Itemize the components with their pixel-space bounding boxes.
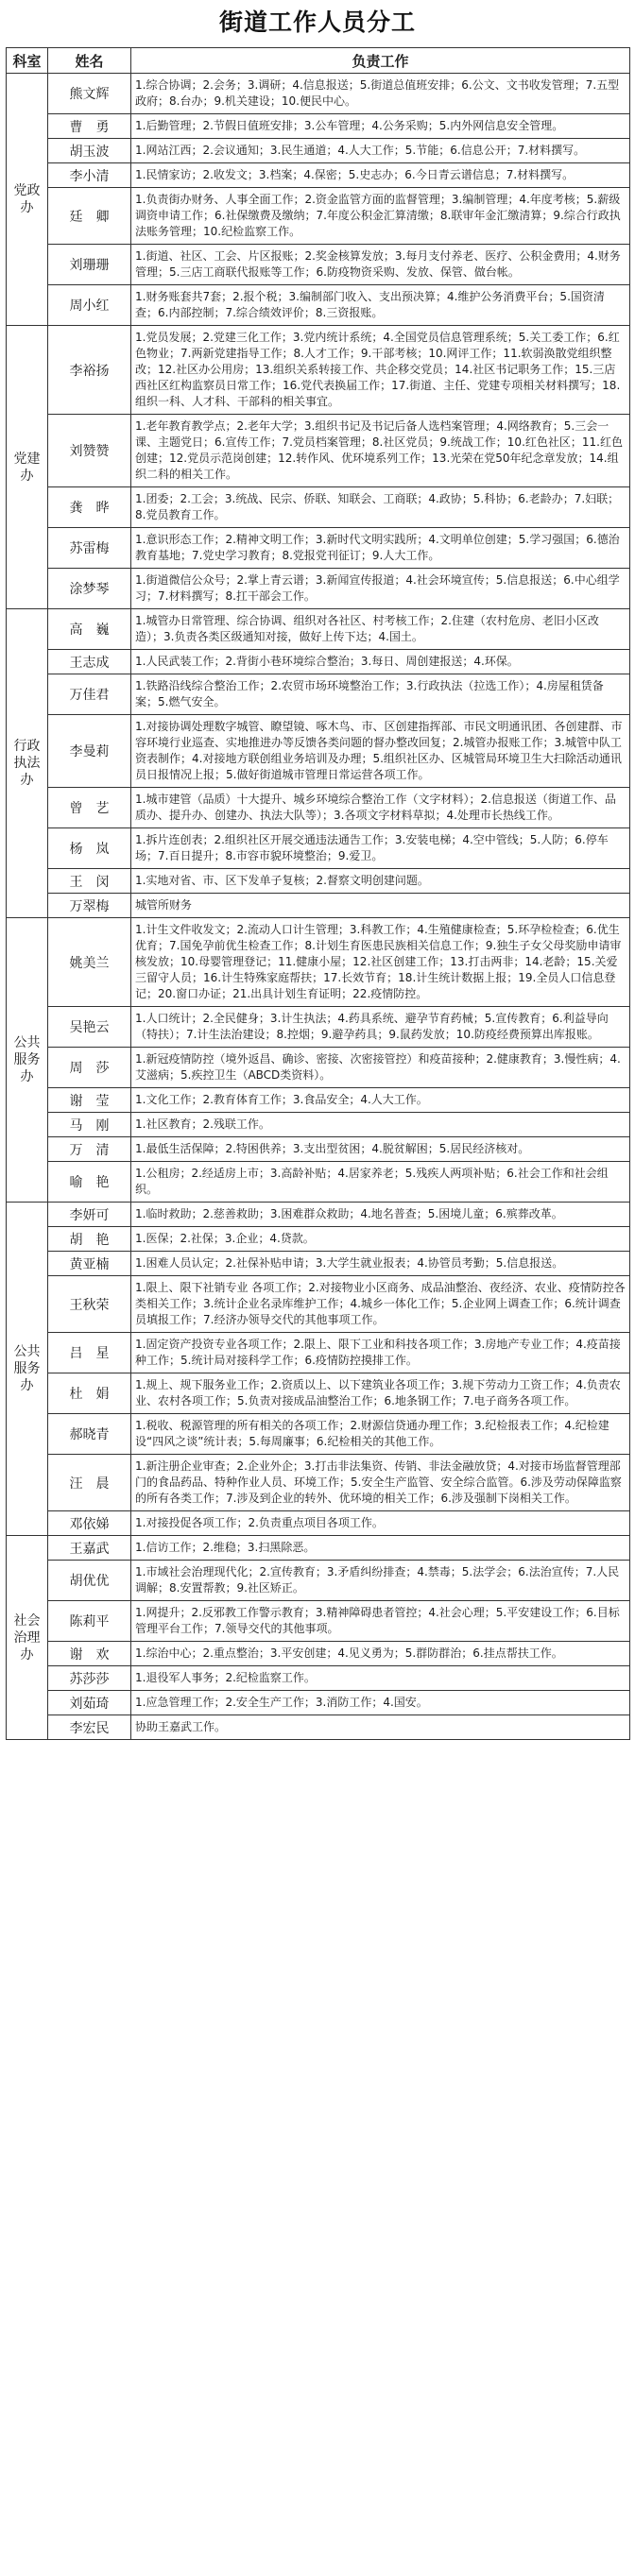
table-row — [7, 1007, 630, 1048]
staff-name: 杨 岚 — [48, 828, 131, 869]
header-name: 姓名 — [48, 48, 131, 74]
duty-description: 1.人民武装工作；2.背街小巷环境综合整治；3.每日、周创建报送；4.环保。 — [131, 650, 630, 674]
staff-name: 周 莎 — [48, 1048, 131, 1088]
duty-description: 1.信访工作；2.维稳；3.扫黑除恶。 — [131, 1536, 630, 1561]
table-row — [7, 1601, 630, 1642]
table-row — [7, 788, 630, 828]
duty-description: 1.综治中心；2.重点整治；3.平安创建；4.见义勇为；5.群防群治；6.挂点帮扶工作。 — [131, 1642, 630, 1666]
duty-description: 1.新冠疫情防控（境外返昌、确诊、密接、次密接管控）和疫苗接种；2.健康教育；3.慢性病；4.艾滋病；5.疾控卫生（ABCD类资料）。 — [131, 1048, 630, 1088]
staff-name: 苏雷梅 — [48, 528, 131, 569]
table-row — [7, 828, 630, 869]
staff-name: 胡优优 — [48, 1561, 131, 1601]
table-row — [7, 415, 630, 487]
table-row — [7, 1414, 630, 1455]
duty-description: 1.社区教育；2.残联工作。 — [131, 1113, 630, 1137]
staff-name: 胡玉波 — [48, 139, 131, 163]
staff-name: 龚 晔 — [48, 487, 131, 528]
table-row — [7, 285, 630, 326]
table-row — [7, 1276, 630, 1333]
header-duty: 负责工作 — [131, 48, 630, 74]
staff-name: 谢 欢 — [48, 1642, 131, 1666]
staff-name: 周小红 — [48, 285, 131, 326]
staff-name: 汪 晨 — [48, 1455, 131, 1511]
table-row — [7, 245, 630, 285]
duty-description: 1.公租房；2.经适房上市；3.高龄补贴；4.居家养老；5.残疾人两项补贴；6.社会工作和社会组织。 — [131, 1162, 630, 1203]
table-row — [7, 1715, 630, 1740]
table-row — [7, 163, 630, 188]
duty-description: 1.负责街办财务、人事全面工作；2.资金监管方面的监督管理；3.编制管理；4.年度考核；5.薪级调资申请工作；6.社保缴费及缴纳；7.年度公积金汇算清缴；8.联审年金汇缴清算；9.综合行政执法账务管理；10.纪检监察工作。 — [131, 188, 630, 245]
staff-name: 苏莎莎 — [48, 1666, 131, 1691]
staff-name: 谢 莹 — [48, 1088, 131, 1113]
table-row — [7, 1511, 630, 1536]
table-row — [7, 1373, 630, 1414]
duty-description: 1.最低生活保障；2.特困供养；3.支出型贫困；4.脱贫解困；5.居民经济核对。 — [131, 1137, 630, 1162]
duty-description: 1.对接投促各项工作；2.负责重点项目各项工作。 — [131, 1511, 630, 1536]
table-row — [7, 1536, 630, 1561]
staff-name: 李妍可 — [48, 1203, 131, 1227]
duty-description: 1.税收、税源管理的所有相关的各项工作；2.财源信贷通办理工作；3.纪检报表工作；4.纪检建设“四风之谈”统计表；5.每周廉事；6.纪检相关的其他工作。 — [131, 1414, 630, 1455]
table-row — [7, 74, 630, 114]
table-body — [7, 74, 630, 1740]
duty-description: 1.综合协调；2.会务；3.调研；4.信息报送；5.街道总值班安排；6.公文、文书收发管理；7.五型政府；8.台办；9.机关建设；10.便民中心。 — [131, 74, 630, 114]
staff-name: 曾 艺 — [48, 788, 131, 828]
duty-description: 1.新注册企业审查；2.企业外企；3.打击非法集资、传销、非法金融放贷；4.对接市场监督管理部门的食品药品、特种作业人员、环境工作；5.安全生产监管、安全综合监管。6.涉及劳动保障监察的所有各类工作；7.涉及到企业的转外、优环境的相关工作；6.涉及强制下岗相关工作。 — [131, 1455, 630, 1511]
table-row — [7, 674, 630, 715]
table-row — [7, 1455, 630, 1511]
header-dept: 科室 — [7, 48, 48, 74]
table-row — [7, 569, 630, 609]
duty-description: 1.铁路沿线综合整治工作；2.农贸市场环境整治工作；3.行政执法（拉选工作）；4.房屋租赁备案；5.燃气安全。 — [131, 674, 630, 715]
department-cell: 社会治理办 — [7, 1536, 48, 1740]
table-row — [7, 1691, 630, 1715]
staff-name: 吴艳云 — [48, 1007, 131, 1048]
duty-description: 1.限上、限下社销专业 各项工作；2.对接物业小区商务、成品油整治、夜经济、农业、疫情防控各类相关工作；3.统计企业名录库维护工作；4.城乡一体化工作；5.企业网上调查工作；6.统计调查员填报工作；7.经济办领导交代的其他事项工作。 — [131, 1276, 630, 1333]
staff-name: 王秋荣 — [48, 1276, 131, 1333]
duty-description: 1.规上、规下服务业工作；2.资质以上、以下建筑业各项工作；3.规下劳动力工资工作；4.负责农业、农村各项工作；5.负责对接成品油整治工作；6.地条钢工作；7.电子商务各项工作。 — [131, 1373, 630, 1414]
table-row — [7, 139, 630, 163]
staff-name: 郝晓青 — [48, 1414, 131, 1455]
staff-name: 刘茹琦 — [48, 1691, 131, 1715]
staff-name: 黄亚楠 — [48, 1252, 131, 1276]
staff-name: 曹 勇 — [48, 114, 131, 139]
staff-name: 刘珊珊 — [48, 245, 131, 285]
staff-name: 王 闵 — [48, 869, 131, 894]
table-header-row — [7, 48, 630, 74]
staff-name: 李裕扬 — [48, 326, 131, 415]
staff-name: 万 清 — [48, 1137, 131, 1162]
staff-name: 刘赞赞 — [48, 415, 131, 487]
table-row — [7, 1162, 630, 1203]
table-row — [7, 114, 630, 139]
duty-description: 1.财务账套共7套；2.报个税；3.编制部门收入、支出预决算；4.维护公务消费平台；5.国资清查；6.内部控制；7.综合绩效评价；8.三资报账。 — [131, 285, 630, 326]
department-cell: 党政办 — [7, 74, 48, 326]
staff-name: 陈莉平 — [48, 1601, 131, 1642]
table-row — [7, 1666, 630, 1691]
staff-name: 姚美兰 — [48, 918, 131, 1007]
table-row — [7, 487, 630, 528]
duty-description: 1.网站江西；2.会议通知；3.民生通道；4.人大工作；5.节能；6.信息公开；7.材料撰写。 — [131, 139, 630, 163]
table-row — [7, 188, 630, 245]
table-row — [7, 869, 630, 894]
duty-description: 1.固定资产投资专业各项工作；2.限上、限下工业和科技各项工作；3.房地产专业工作；4.疫苗接种工作；5.统计局对接科学工作；6.疫情防控摸排工作。 — [131, 1333, 630, 1373]
staff-name: 邓依娣 — [48, 1511, 131, 1536]
staff-name: 李小清 — [48, 163, 131, 188]
staff-name: 高 巍 — [48, 609, 131, 650]
duty-description: 1.文化工作；2.教育体育工作；3.食品安全；4.人大工作。 — [131, 1088, 630, 1113]
table-row — [7, 1137, 630, 1162]
table-row — [7, 715, 630, 788]
table-row — [7, 1113, 630, 1137]
duty-description: 1.市域社会治理现代化；2.宣传教育；3.矛盾纠纷排查；4.禁毒；5.法学会；6.法治宣传；7.人民调解；8.安置帮教；9.社区矫正。 — [131, 1561, 630, 1601]
staff-name: 熊文辉 — [48, 74, 131, 114]
staff-name: 杜 娟 — [48, 1373, 131, 1414]
table-row — [7, 894, 630, 918]
duty-description: 协助王嘉武工作。 — [131, 1715, 630, 1740]
duty-description: 城管所财务 — [131, 894, 630, 918]
duty-description: 1.街道、社区、工会、片区报账；2.奖金核算发放；3.每月支付养老、医疗、公积金费用；4.财务管理；5.三店工商联代报账等工作；6.防疫物资采购、发放、保管、做台帐。 — [131, 245, 630, 285]
duty-description: 1.意识形态工作；2.精神文明工作；3.新时代文明实践所；4.文明单位创建；5.学习强国；6.德治教育基地；7.党史学习教育；8.党报党刊征订；9.人大工作。 — [131, 528, 630, 569]
staff-name: 王志成 — [48, 650, 131, 674]
table-row — [7, 326, 630, 415]
table-row — [7, 918, 630, 1007]
duty-description: 1.城市建管（品质）十大提升、城乡环境综合整治工作（文字材料）；2.信息报送（街道工作、品质办、提升办、创建办、执法大队等）；3.各项文字材料草拟；4.处理市长热线工作。 — [131, 788, 630, 828]
staff-name: 胡 艳 — [48, 1227, 131, 1252]
table-row — [7, 650, 630, 674]
duty-description: 1.困难人员认定；2.社保补贴申请；3.大学生就业报表；4.协管员考勤；5.信息报送。 — [131, 1252, 630, 1276]
staff-name: 喻 艳 — [48, 1162, 131, 1203]
duty-description: 1.退役军人事务；2.纪检监察工作。 — [131, 1666, 630, 1691]
staff-name: 王嘉武 — [48, 1536, 131, 1561]
department-cell: 行政执法办 — [7, 609, 48, 918]
table-row — [7, 1048, 630, 1088]
page-title: 街道工作人员分工 — [218, 9, 416, 36]
duty-description: 1.对接协调处理数字城管、瞭望镜、啄木鸟、市、区创建指挥部、市民文明通讯团、各创建群、市容环境行业巡查、实地推进办等反馈各类问题的督办整改回复；2.城管办报账工作；3.城管中队工资表制作；4.对接地方联创组业务培训及办理；5.组织社区办、区城管局环境卫生大扫除活动通讯员日报情况上报；5.做好街道城市管理日常运营各项工作。 — [131, 715, 630, 788]
staff-name: 吕 星 — [48, 1333, 131, 1373]
department-cell: 党建办 — [7, 326, 48, 609]
staff-name: 廷 卿 — [48, 188, 131, 245]
staff-name: 涂梦琴 — [48, 569, 131, 609]
staff-name: 李宏民 — [48, 1715, 131, 1740]
duty-description: 1.民情家访；2.收发文；3.档案；4.保密；5.史志办；6.今日青云谱信息；7.材料撰写。 — [131, 163, 630, 188]
table-row — [7, 1252, 630, 1276]
duty-description: 1.拆片连创表；2.组织社区开展交通违法通告工作；3.安装电梯；4.空中管线；5.人防；6.停车场；7.百日提升；8.市容市貌环境整治；9.爱卫。 — [131, 828, 630, 869]
duty-description: 1.临时救助；2.慈善救助；3.困难群众救助；4.地名普查；5.困境儿童；6.殡葬改革。 — [131, 1203, 630, 1227]
duty-description: 1.实地对省、市、区下发单子复核；2.督察文明创建问题。 — [131, 869, 630, 894]
duty-description: 1.人口统计；2.全民健身；3.计生执法；4.药具系统、避孕节育药械；5.宣传教育；6.利益导向（特扶）；7.计生法治建设；8.控烟；9.避孕药具；9.鼠药发放；10.防疫经费预算出库报账。 — [131, 1007, 630, 1048]
table-row — [7, 1333, 630, 1373]
duty-description: 1.团委；2.工会；3.统战、民宗、侨联、知联会、工商联；4.政协；5.科协；6.老龄办；7.妇联；8.党员教育工作。 — [131, 487, 630, 528]
duty-description: 1.医保；2.社保；3.企业；4.贷款。 — [131, 1227, 630, 1252]
duty-description: 1.网提升；2.反邪教工作警示教育；3.精神障碍患者管控；4.社会心理；5.平安建设工作；6.目标管理平台工作；7.领导交代的其他事项。 — [131, 1601, 630, 1642]
duty-description: 1.城管办日常管理、综合协调、组织对各社区、村考核工作；2.住建（农村危房、老旧小区改造）；3.负责各类区级通知对接，做好上传下达；4.国土。 — [131, 609, 630, 650]
table-row — [7, 609, 630, 650]
duty-description: 1.后勤管理；2.节假日值班安排；3.公车管理；4.公务采购；5.内外网信息安全管理。 — [131, 114, 630, 139]
duty-description: 1.街道微信公众号；2.掌上青云谱；3.新闻宣传报道；4.社会环境宣传；5.信息报送；6.中心组学习；7.材料撰写；8.扛干部会工作。 — [131, 569, 630, 609]
staff-name: 马 刚 — [48, 1113, 131, 1137]
duty-description: 1.计生文件收发文；2.流动人口计生管理；3.科教工作；4.生殖健康检查；5.环孕检检查；6.优生优育；7.国免孕前优生检查工作；8.计划生育医患民族相关信息工作；9.独生子女父母奖励申请审核发放；10.母婴管理登记；11.健康小屋；12.社区创建工作；13.打击两非；14.老龄；15.关爱三留守人员；16.计生特殊家庭帮扶；17.长效节育；18.计生统计数据上报；19.全员人口信息登记；20.窗口办证；21.出具计划生育证明；22.疫情防控。 — [131, 918, 630, 1007]
table-row — [7, 1203, 630, 1227]
staff-name: 万翠梅 — [48, 894, 131, 918]
table-row — [7, 1561, 630, 1601]
table-row — [7, 1642, 630, 1666]
staff-name: 李曼莉 — [48, 715, 131, 788]
staff-name: 万佳君 — [48, 674, 131, 715]
department-cell: 公共服务办 — [7, 1203, 48, 1536]
department-cell: 公共服务办 — [7, 918, 48, 1203]
duty-description: 1.党员发展；2.党建三化工作；3.党内统计系统；4.全国党员信息管理系统；5.关工委工作；6.红色物业；7.两新党建指导工作；8.人才工作；9.干部考核；10.网评工作；11.软弱涣散党组织整改；12.社区办公用房；13.组织关系转接工作、共企移交党员；14.社区书记职务工作；15.三店西社区红构监察员日常工作；16.党代表换届工作；17.街道、主任、党建专项相关材料撰写；18.组织一科、人才科、干部科的相关事宜。 — [131, 326, 630, 415]
table-row — [7, 1227, 630, 1252]
staff-assignment-table — [6, 47, 630, 1740]
duty-description: 1.老年教育教学点；2.老年大学；3.组织书记及书记后备人选档案管理；4.网络教育；5.三会一课、主题党日；6.宣传工作；7.党员档案管理；8.社区党员；9.统战工作；10.红色社区；11.红色创建；12.党员示范岗创建；12.转作风、优环境系列工作；13.光荣在党50年纪念章发放；14.组织二科的相关工作。 — [131, 415, 630, 487]
duty-description: 1.应急管理工作；2.安全生产工作；3.消防工作；4.国安。 — [131, 1691, 630, 1715]
table-row — [7, 1088, 630, 1113]
table-row — [7, 528, 630, 569]
